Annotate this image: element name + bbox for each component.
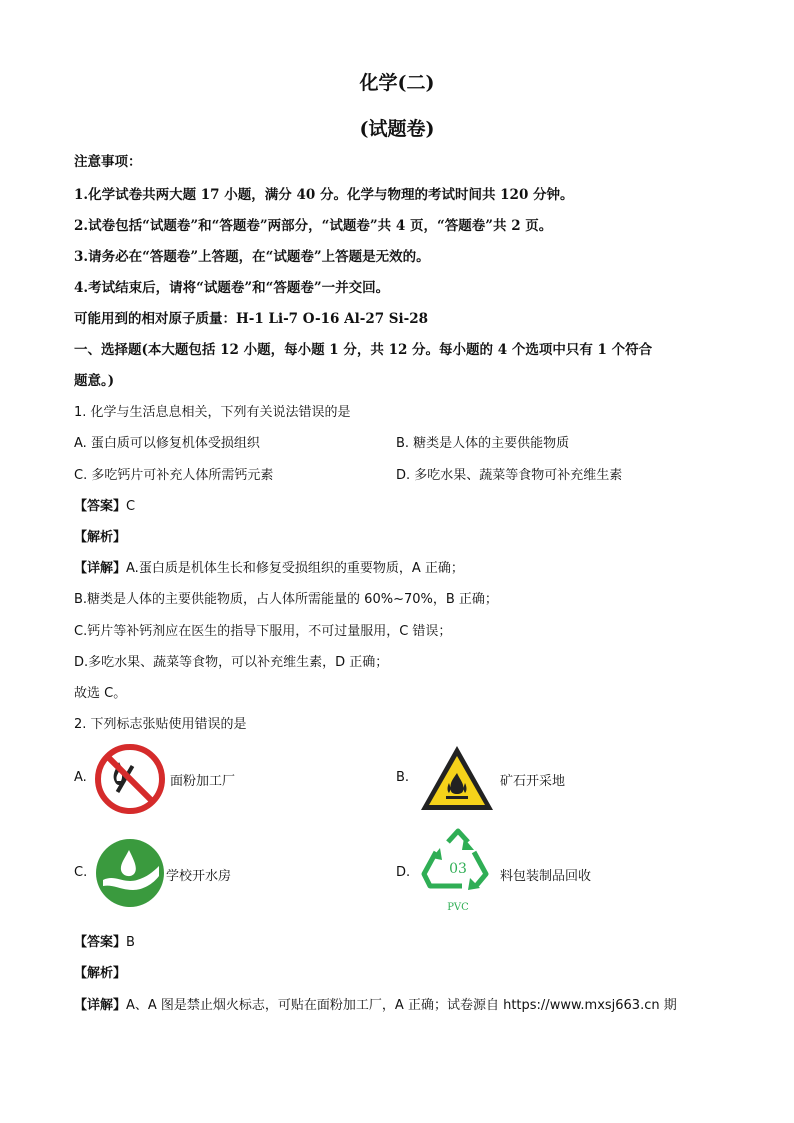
q1-detail-1: [74, 557, 464, 576]
notice-item-3: 3.请务必在“答题卷”上答题，在“试题卷”上答题是无效的。: [74, 249, 430, 265]
q1-answer-value: C: [126, 499, 136, 514]
q2-option-b-letter: B.: [396, 770, 410, 785]
q1-option-a: A. 蛋白质可以修复机体受损组织: [74, 436, 260, 451]
q1-answer-tag: 【答案】: [74, 499, 127, 514]
page-title: 化学(二): [359, 72, 435, 94]
q1-detail-tag: 【详解】: [74, 561, 127, 576]
page-subtitle: (试题卷): [359, 118, 435, 140]
q2-answer-tag: 【答案】: [74, 935, 127, 950]
q1-option-c: C. 多吃钙片可补充人体所需钙元素: [74, 468, 274, 483]
q2-detail-text: A、A 图是禁止烟火标志，可贴在面粉加工厂，A 正确；试卷源自 https://www.mxsj663.cn 期: [126, 998, 677, 1013]
notice-item-4: 4.考试结束后，请将“试题卷”和“答题卷”一并交回。: [74, 280, 390, 296]
recycle-code: 03: [449, 861, 467, 877]
q2-answer: [74, 931, 135, 950]
q2-analysis-tag: 【解析】: [74, 966, 127, 981]
atomic-masses: 可能用到的相对原子质量：H-1 Li-7 O-16 Al-27 Si-28: [74, 311, 429, 327]
q2-option-c-letter: C.: [74, 865, 88, 880]
flammable-warning-sign-icon: [418, 743, 496, 813]
q2-option-d-letter: D.: [396, 865, 411, 880]
q1-analysis-tag: 【解析】: [74, 530, 127, 545]
section-heading-line-1: 一、选择题(本大题包括 12 小题，每小题 1 分，共 12 分。每小题的 4 个选项中只有 1 个符合: [74, 342, 653, 358]
q2-answer-value: B: [126, 935, 135, 950]
q1-answer: [74, 495, 135, 514]
q1-detail-4: D.多吃水果、蔬菜等食物，可以补充维生素，D 正确；: [74, 655, 389, 670]
q2-detail: [74, 994, 677, 1013]
q1-detail-2: B.糖类是人体的主要供能物质，占人体所需能量的 60%~70%，B 正确；: [74, 592, 498, 607]
q1-conclusion: 故选 C。: [74, 686, 127, 701]
notice-item-1: 1.化学试卷共两大题 17 小题，满分 40 分。化学与物理的考试时间共 120 分钟。: [74, 187, 574, 203]
recycling-sign-icon: [418, 828, 498, 892]
q2-stem: 2. 下列标志张贴使用错误的是: [74, 717, 247, 732]
q1-option-d: D. 多吃水果、蔬菜等食物可补充维生素: [396, 468, 623, 483]
q1-stem: 1. 化学与生活息息相关，下列有关说法错误的是: [74, 405, 351, 420]
notice-item-2: 2.试卷包括“试题卷”和“答题卷”两部分，“试题卷”共 4 页，“答题卷”共 2 页。: [74, 218, 553, 234]
q2-option-b-label: 矿石开采地: [500, 774, 566, 789]
q1-detail-3: C.钙片等补钙剂应在医生的指导下服用，不可过量服用，C 错误；: [74, 624, 452, 639]
recycle-material-label: PVC: [447, 902, 469, 913]
notice-heading: 注意事项：: [74, 154, 142, 170]
q2-detail-tag: 【详解】: [74, 998, 127, 1013]
q2-option-a-label: 面粉加工厂: [170, 774, 236, 789]
q2-option-a-letter: A.: [74, 770, 87, 785]
q1-option-b: B. 糖类是人体的主要供能物质: [396, 436, 570, 451]
water-sign-icon: [93, 836, 167, 910]
q2-option-c-label: 学校开水房: [166, 869, 232, 884]
q1-detail-text-1: A.蛋白质是机体生长和修复受损组织的重要物质，A 正确；: [126, 561, 464, 576]
q2-option-d-label: 料包装制品回收: [500, 869, 592, 884]
no-fire-sign-icon: [93, 742, 167, 816]
section-heading-line-2: 题意。): [74, 373, 115, 389]
